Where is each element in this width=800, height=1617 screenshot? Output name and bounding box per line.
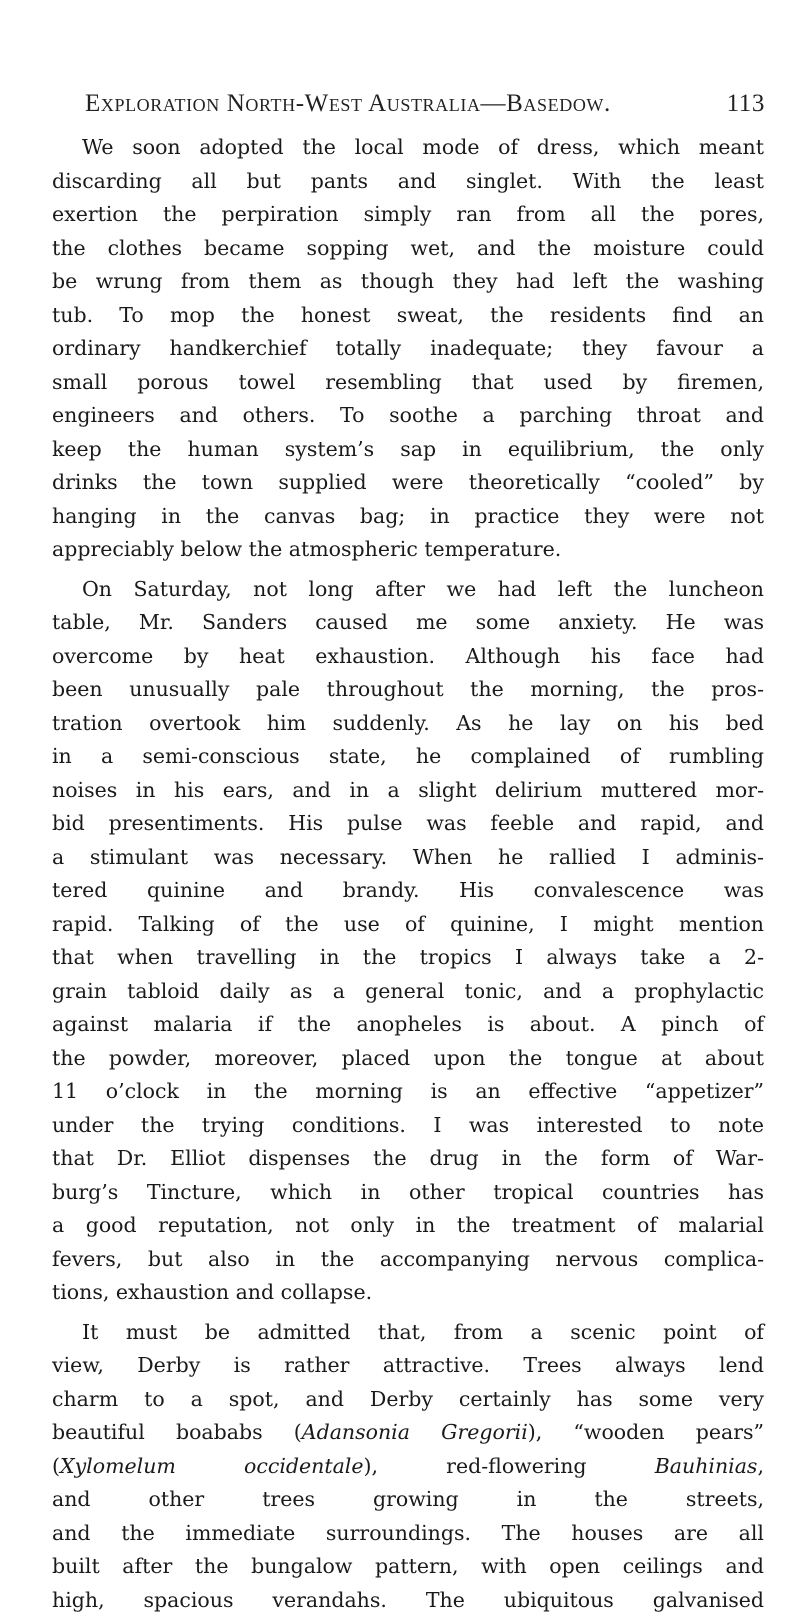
text-line: charm to a spot, and Derby certainly has some very (52, 1383, 764, 1417)
text-line: that Dr. Elliot dispenses the drug in the form of War- (52, 1142, 764, 1176)
italic-term: Xylomelum occidentale (60, 1454, 363, 1478)
text-line: small porous towel resembling that used by firemen, (52, 366, 764, 400)
italic-term: Bauhinias (655, 1454, 758, 1478)
text-line: under the trying conditions. I was interested to note (52, 1109, 764, 1143)
text-line: and the immediate surroundings. The houses are all (52, 1517, 764, 1551)
running-head-title: Exploration North-West Australia—Basedow. (85, 90, 611, 117)
text-line: built after the bungalow pattern, with open ceilings and (52, 1550, 764, 1584)
text-line: keep the human system’s sap in equilibrium, the only (52, 433, 764, 467)
text-line: the powder, moreover, placed upon the tongue at about (52, 1042, 764, 1076)
text-line: grain tabloid daily as a general tonic, and a prophylactic (52, 975, 764, 1009)
running-head (85, 90, 765, 118)
text-line: in a semi-conscious state, he complained of rumbling (52, 740, 764, 774)
text-line: hanging in the canvas bag; in practice they were not (52, 500, 764, 534)
text-line: exertion the perpiration simply ran from all the pores, (52, 198, 764, 232)
text-line: beautiful boababs (Adansonia Gregorii), “wooden pears” (52, 1416, 764, 1450)
page-number: 113 (727, 90, 765, 118)
text-line: ordinary handkerchief totally inadequate; they favour a (52, 332, 764, 366)
paragraph-1 (52, 131, 764, 567)
text-line: bid presentiments. His pulse was feeble and rapid, and (52, 807, 764, 841)
text-line: On Saturday, not long after we had left the luncheon (52, 573, 764, 607)
text-line: and other trees growing in the streets, (52, 1483, 764, 1517)
text-line: high, spacious verandahs. The ubiquitous galvanised (52, 1584, 764, 1617)
text-line: drinks the town supplied were theoretically “cooled” by (52, 466, 764, 500)
text-line: We soon adopted the local mode of dress, which meant (52, 131, 764, 165)
text-line: a good reputation, not only in the treatment of malarial (52, 1209, 764, 1243)
text-line: noises in his ears, and in a slight delirium muttered mor- (52, 774, 764, 808)
text-line: tions, exhaustion and collapse. (52, 1276, 764, 1310)
text-line: engineers and others. To soothe a parching throat and (52, 399, 764, 433)
text-line: been unusually pale throughout the morning, the pros- (52, 673, 764, 707)
text-line: table, Mr. Sanders caused me some anxiety. He was (52, 606, 764, 640)
text-line: 11 o’clock in the morning is an effective “appetizer” (52, 1075, 764, 1109)
text-line: discarding all but pants and singlet. With the least (52, 165, 764, 199)
text-line: that when travelling in the tropics I always take a 2- (52, 941, 764, 975)
text-line: (Xylomelum occidentale), red-flowering Bauhinias, (52, 1450, 764, 1484)
text-line: a stimulant was necessary. When he rallied I adminis- (52, 841, 764, 875)
text-line: tub. To mop the honest sweat, the residents find an (52, 299, 764, 333)
text-line: against malaria if the anopheles is about. A pinch of (52, 1008, 764, 1042)
text-line: tration overtook him suddenly. As he lay on his bed (52, 707, 764, 741)
text-line: overcome by heat exhaustion. Although his face had (52, 640, 764, 674)
body-text (52, 131, 764, 1617)
italic-term: Adansonia Gregorii (302, 1420, 528, 1444)
text-line: tered quinine and brandy. His convalescence was (52, 874, 764, 908)
text-line: be wrung from them as though they had left the washing (52, 265, 764, 299)
text-line: view, Derby is rather attractive. Trees always lend (52, 1349, 764, 1383)
text-line: burg’s Tincture, which in other tropical countries has (52, 1176, 764, 1210)
paragraph-3 (52, 1316, 764, 1617)
paragraph-2 (52, 573, 764, 1310)
text-line: rapid. Talking of the use of quinine, I might mention (52, 908, 764, 942)
text-line: appreciably below the atmospheric temperature. (52, 533, 764, 567)
text-line: It must be admitted that, from a scenic point of (52, 1316, 764, 1350)
text-line: fevers, but also in the accompanying nervous complica- (52, 1243, 764, 1277)
text-line: the clothes became sopping wet, and the moisture could (52, 232, 764, 266)
